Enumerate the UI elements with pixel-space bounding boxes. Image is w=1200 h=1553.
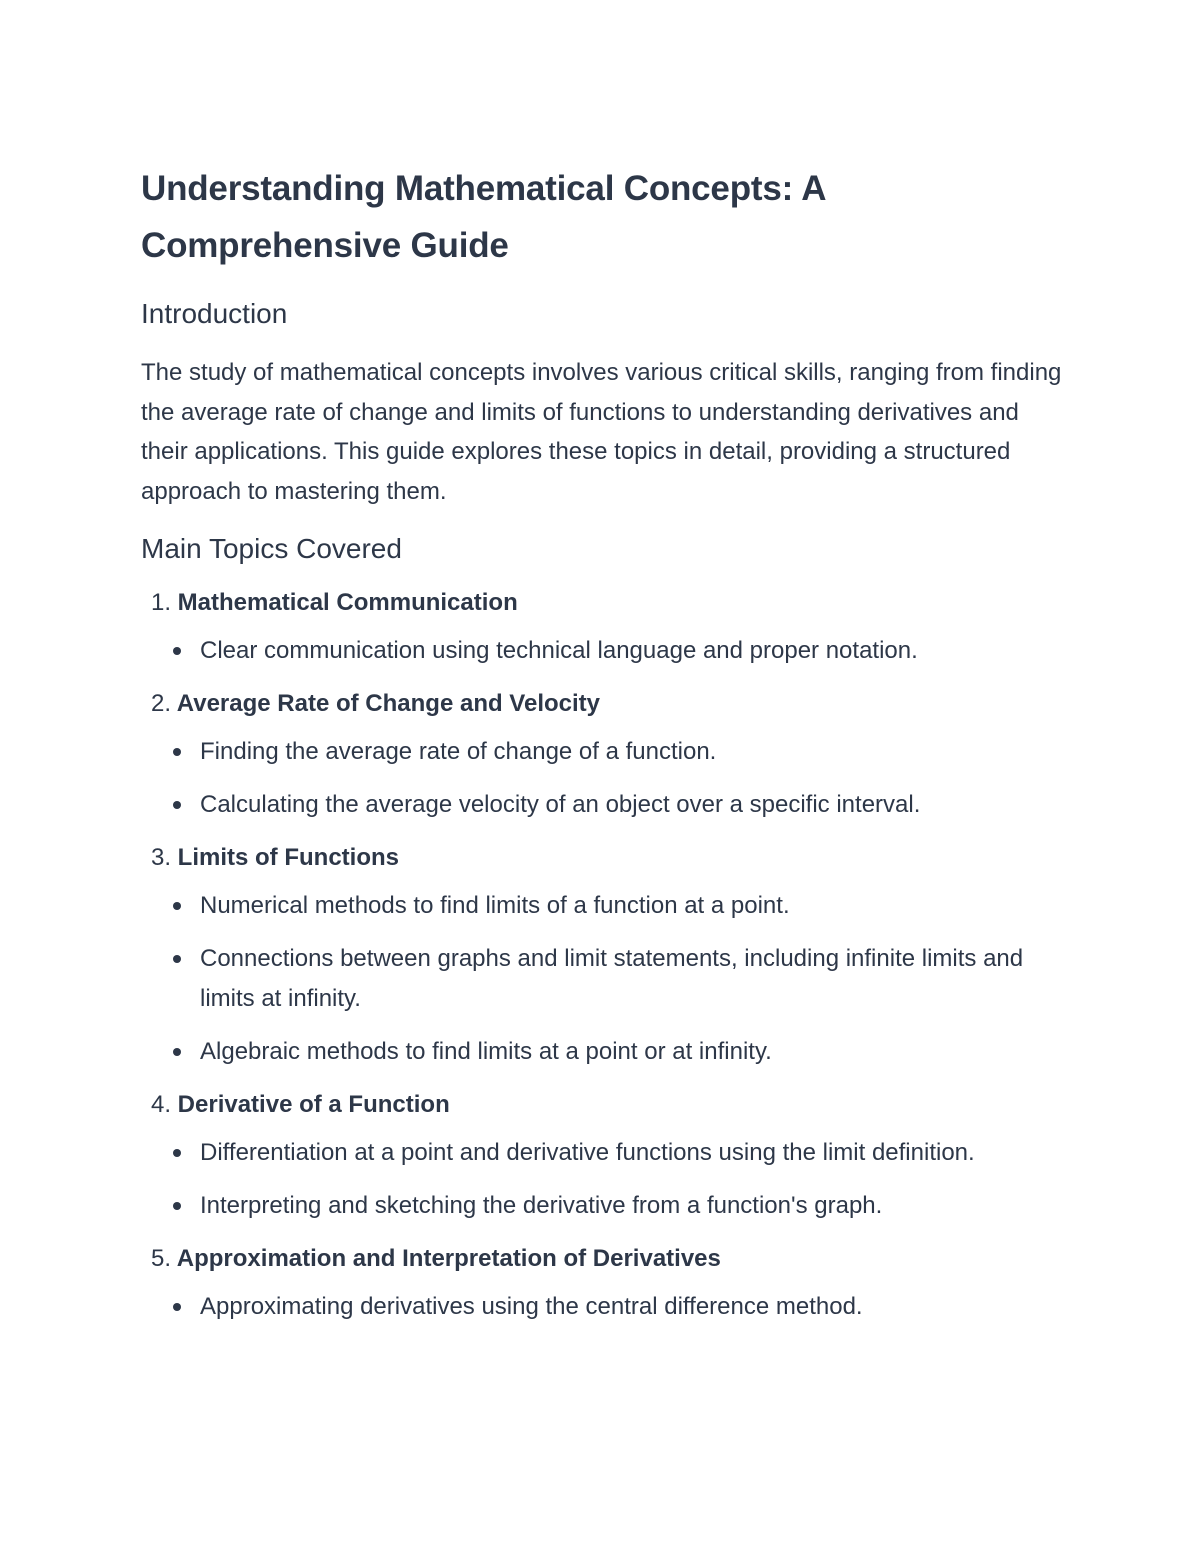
topic-title: Average Rate of Change and Velocity: [176, 690, 601, 717]
topic-item: [141, 838, 1071, 1072]
topic-item: [141, 1085, 1071, 1226]
bullet-icon: [173, 902, 181, 910]
subitem: [141, 939, 1071, 1019]
topic-subitems: [141, 1287, 1071, 1327]
subitem: [141, 1186, 1071, 1226]
topic-heading: [141, 1239, 1071, 1279]
topic-number: 4.: [150, 1091, 171, 1118]
topic-heading: [141, 838, 1071, 878]
topic-subitems: [141, 1133, 1071, 1226]
subitem-text: Numerical methods to find limits of a function at a point.: [200, 892, 790, 919]
topic-title: Approximation and Interpretation of Derivatives: [176, 1245, 721, 1272]
subitem-text: Algebraic methods to find limits at a point or at infinity.: [200, 1038, 772, 1065]
topic-title: Mathematical Communication: [177, 589, 518, 616]
subitem: [141, 886, 1071, 926]
subitem-text: Clear communication using technical language and proper notation.: [200, 637, 918, 664]
topic-heading: [141, 583, 1071, 623]
main-topics-heading: Main Topics Covered: [141, 533, 402, 564]
subitem: [141, 1287, 1071, 1327]
topic-subitems: [141, 732, 1071, 825]
topic-item: [141, 583, 1071, 671]
topic-title: Limits of Functions: [177, 844, 399, 871]
bullet-icon: [173, 1202, 181, 1210]
subitem: [141, 631, 1071, 671]
subitem-text: Interpreting and sketching the derivative from a function's graph.: [200, 1192, 883, 1219]
subitem-text: Finding the average rate of change of a function.: [200, 738, 717, 765]
bullet-icon: [173, 748, 181, 756]
topic-number: 1.: [150, 589, 171, 616]
bullet-icon: [173, 1149, 181, 1157]
introduction-heading: Introduction: [141, 298, 288, 329]
subitem-text: Approximating derivatives using the central difference method.: [200, 1293, 863, 1320]
topic-heading: [141, 684, 1071, 724]
subitem-text: Connections between graphs and limit statements, including infinite limits and limits at infinity.: [200, 945, 1024, 1012]
document-page: [141, 160, 1071, 1340]
document-title: Understanding Mathematical Concepts: A Comprehensive Guide: [141, 169, 826, 265]
bullet-icon: [173, 647, 181, 655]
topic-title: Derivative of a Function: [177, 1091, 450, 1118]
subitem-text: Calculating the average velocity of an object over a specific interval.: [200, 791, 921, 818]
subitem: [141, 1133, 1071, 1173]
subitem: [141, 1032, 1071, 1072]
topic-subitems: [141, 631, 1071, 671]
topics-list: [141, 583, 1071, 1327]
bullet-icon: [173, 801, 181, 809]
topic-item: [141, 684, 1071, 825]
subitem: [141, 732, 1071, 772]
bullet-icon: [173, 1048, 181, 1056]
topic-number: 2.: [150, 690, 171, 717]
topic-subitems: [141, 886, 1071, 1072]
topic-heading: [141, 1085, 1071, 1125]
introduction-paragraph: The study of mathematical concepts involves various critical skills, ranging from finding the average rate of change and limits of functions to understanding derivatives and their applications. This guide explores these topics in detail, providing a structured approach to mastering them.: [141, 359, 1062, 505]
topic-number: 3.: [150, 844, 171, 871]
topic-item: [141, 1239, 1071, 1327]
topic-number: 5.: [150, 1245, 171, 1272]
subitem-text: Differentiation at a point and derivative functions using the limit definition.: [200, 1139, 975, 1166]
subitem: [141, 785, 1071, 825]
bullet-icon: [173, 1303, 181, 1311]
bullet-icon: [173, 955, 181, 963]
